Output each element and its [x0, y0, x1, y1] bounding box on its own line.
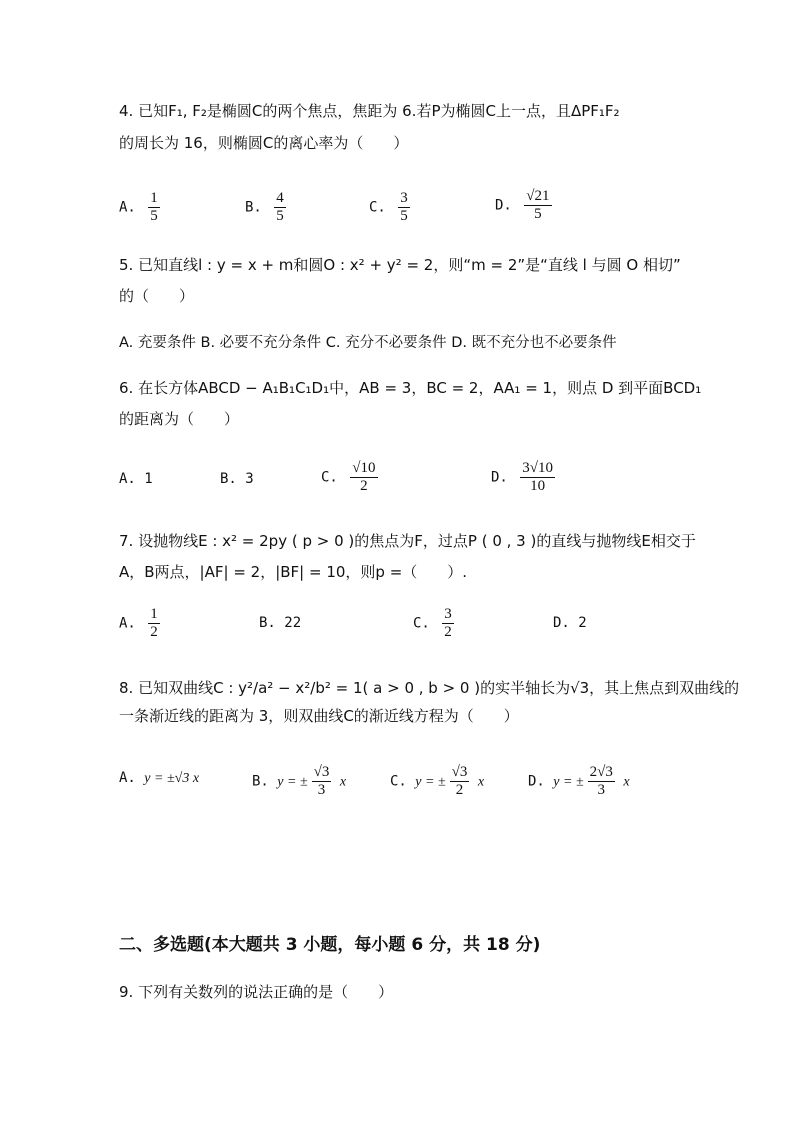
- question-7-option-c: C. $\frac{3}{2}$: [413, 606, 452, 640]
- question-4-option-c: C. $\frac{3}{5}$: [369, 190, 408, 224]
- question-6-line-1: 6. 在长方体ABCD − A₁B₁C₁D₁中，AB = 3，BC = 2，AA₁ = 1，则点 D 到平面BCD₁: [119, 379, 702, 397]
- question-5-line-1: 5. 已知直线l : y = x + m和圆O : x² + y² = 2，则“m = 2”是“直线 l 与圆 O 相切”: [119, 256, 681, 274]
- question-5-line-2: 的（ ）: [119, 287, 195, 305]
- question-6-option-d: D. $\frac{3√10}{10}$: [491, 460, 554, 494]
- question-6-option-b: B. 3: [220, 471, 254, 487]
- question-6-line-2: 的距离为（ ）: [119, 410, 240, 428]
- question-7-option-d: D. 2: [553, 615, 587, 631]
- question-8-line-1: 8. 已知双曲线C : y²/a² − x²/b² = 1( a > 0 , b > 0 )的实半轴长为√3，其上焦点到双曲线的: [119, 679, 740, 697]
- question-4-option-a: A. $\frac{1}{5}$: [119, 190, 158, 224]
- question-4-line-1: 4. 已知F₁, F₂是椭圆C的两个焦点，焦距为 6.若P为椭圆C上一点，且ΔPF₁F₂: [119, 102, 620, 120]
- section-2-heading: 二、多选题(本大题共 3 小题，每小题 6 分，共 18 分): [119, 935, 541, 955]
- question-8-option-d: D. y = ± $\frac{2√3}{3}$ x: [528, 764, 630, 798]
- question-7-line-1: 7. 设抛物线E : x² = 2py ( p > 0 )的焦点为F，过点P ( 0 , 3 )的直线与抛物线E相交于: [119, 532, 696, 550]
- question-8-option-c: C. y = ± $\frac{√3}{2}$ x: [390, 764, 485, 798]
- question-8-option-b: B. y = ± $\frac{√3}{3}$ x: [252, 764, 347, 798]
- question-4-line-2: 的周长为 16，则椭圆C的离心率为（ ）: [119, 134, 409, 152]
- question-7-option-a: A. $\frac{1}{2}$: [119, 606, 158, 640]
- question-7-option-b: B. 22: [259, 615, 302, 631]
- question-7-line-2: A，B两点，|AF| = 2，|BF| = 10，则p =（ ）.: [119, 563, 468, 581]
- question-4-option-b: B. $\frac{4}{5}$: [245, 190, 284, 224]
- question-8-option-a: A. y = ±√3 x: [119, 770, 200, 786]
- question-9-line-1: 9. 下列有关数列的说法正确的是（ ）: [119, 983, 394, 1001]
- question-4-option-d: D. $\frac{√21}{5}$: [495, 188, 550, 222]
- question-6-option-a: A. 1: [119, 471, 153, 487]
- question-5-options: A. 充要条件 B. 必要不充分条件 C. 充分不必要条件 D. 既不充分也不必要条件: [119, 335, 617, 351]
- question-8-line-2: 一条渐近线的距离为 3，则双曲线C的渐近线方程为（ ）: [119, 707, 519, 725]
- question-6-option-c: C. $\frac{√10}{2}$: [321, 460, 376, 494]
